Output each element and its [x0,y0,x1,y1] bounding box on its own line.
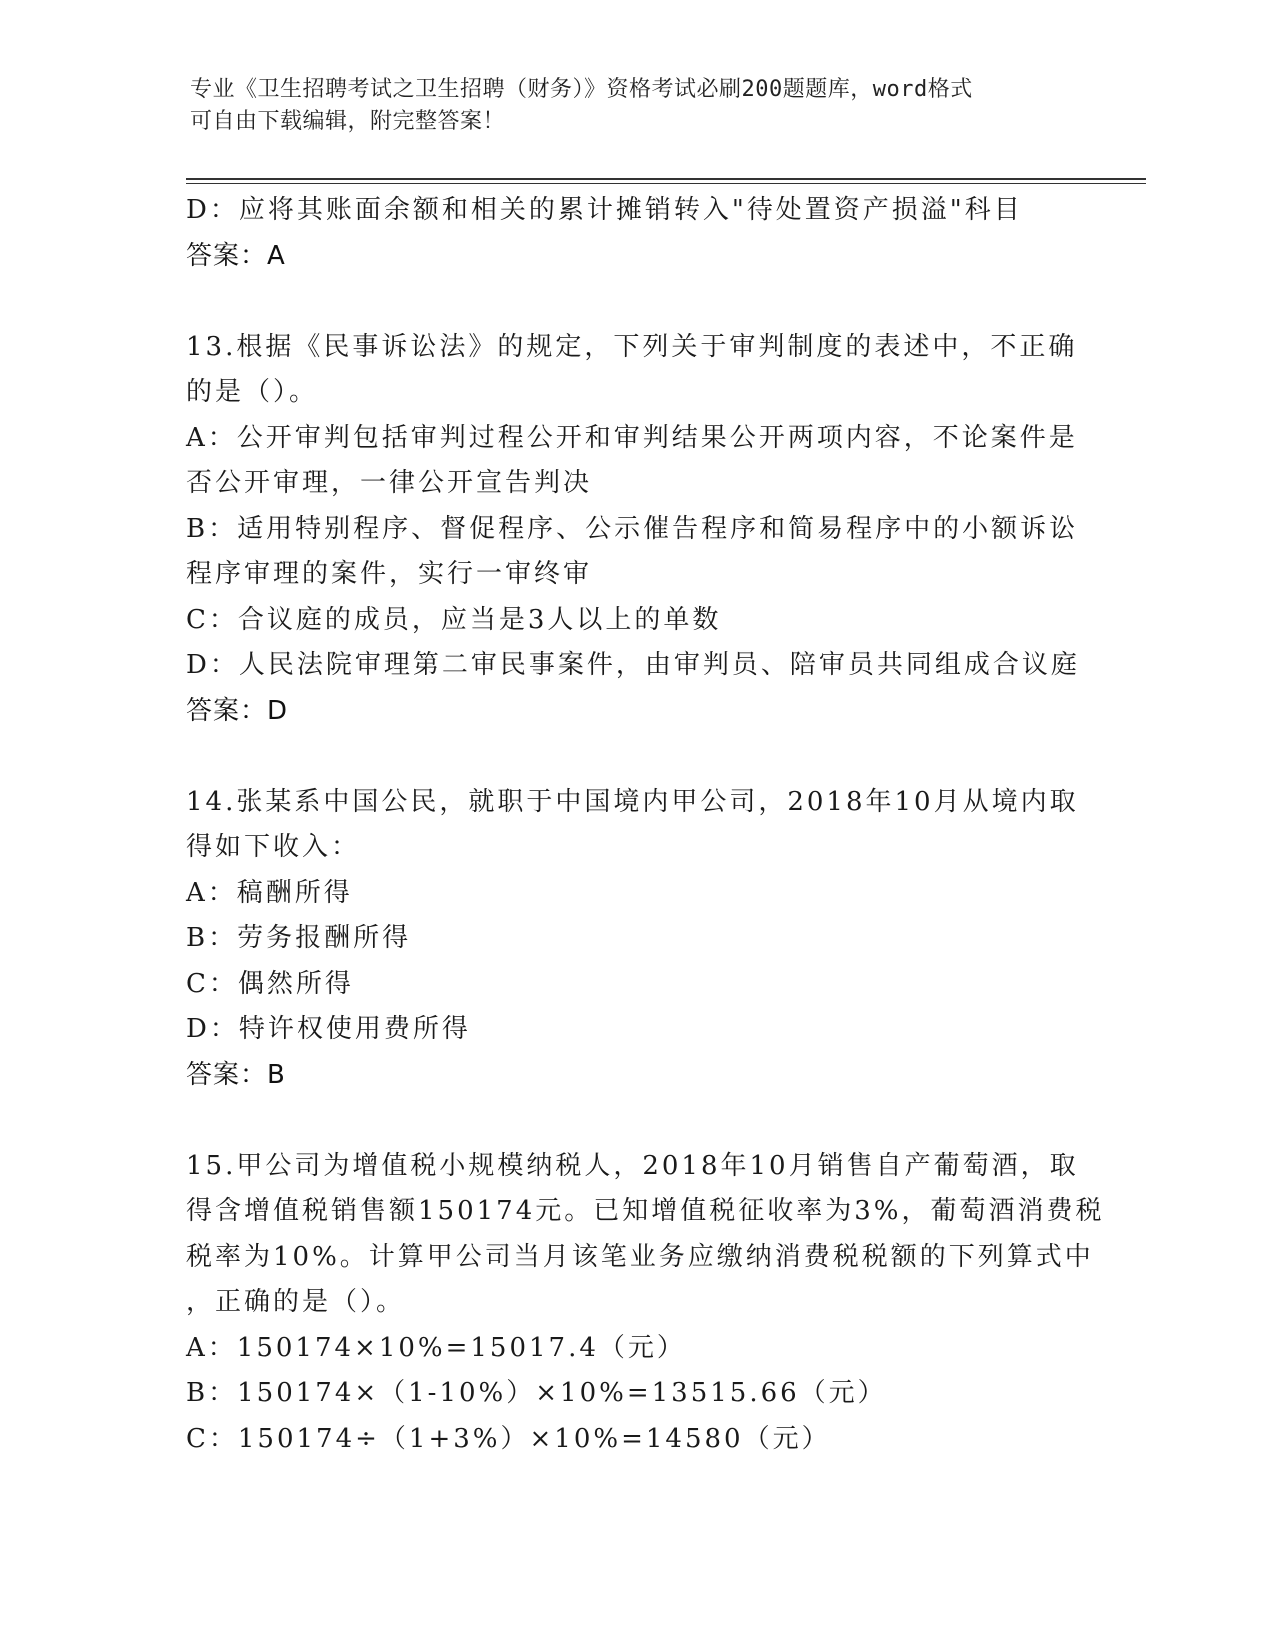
option-c: C：偶然所得 [186,968,354,999]
option-b: B：劳务报酬所得 [186,923,412,953]
question-stem: 得含增值税销售额150174元。已知增值税征收率为3%，葡萄酒消费税 [186,1196,1105,1226]
question-stem: 15.甲公司为增值税小规模纳税人，2018年10月销售自产葡萄酒，取 [186,1150,1079,1181]
option-b: B：150174×（1-10%）×10%=13515.66（元） [186,1378,887,1408]
header-rule-thin [186,183,1146,184]
spacer [186,734,1086,780]
option-d: D：人民法院审理第二审民事案件，由审判员、陪审员共同组成合议庭 [186,650,1080,680]
answer-text: 答案：D [186,695,289,726]
option-a: 否公开审理，一律公开宣告判决 [186,468,593,498]
question-12-tail [186,188,1086,279]
header-rule-thick [186,178,1146,180]
question-15 [186,1144,1105,1463]
option-a: A：稿酬所得 [186,877,353,908]
option-d: D：应将其账面余额和相关的累计摊销转入"待处置资产损溢"科目 [186,195,1023,225]
spacer [186,1098,1086,1144]
question-stem: ，正确的是（）。 [186,1287,406,1317]
question-stem: 13.根据《民事诉讼法》的规定，下列关于审判制度的表述中，不正确 [186,331,1078,362]
question-stem: 14.张某系中国公民，就职于中国境内甲公司，2018年10月从境内取 [186,786,1079,817]
header-line-2: 可自由下载编辑，附完整答案！ [190,109,506,134]
question-stem: 得如下收入： [186,832,361,862]
option-c: C：合议庭的成员，应当是3人以上的单数 [186,604,722,635]
question-stem: 的是（）。 [186,377,319,407]
option-b: 程序审理的案件，实行一审终审 [186,559,593,589]
option-c: C：150174÷（1+3%）×10%=14580（元） [186,1423,831,1454]
question-list [186,188,1105,1462]
spacer [186,279,1086,325]
option-a: A：150174×10%=15017.4（元） [186,1332,686,1363]
option-b: B：适用特别程序、督促程序、公示催告程序和简易程序中的小额诉讼 [186,513,1079,544]
document-header [190,74,1070,138]
option-d: D：特许权使用费所得 [186,1014,471,1044]
question-stem: 税率为10%。计算甲公司当月该笔业务应缴纳消费税税额的下列算式中 [186,1241,1094,1272]
question-13 [186,325,1086,735]
answer-text: 答案：A [186,240,286,271]
option-a: A：公开审判包括审判过程公开和审判结果公开两项内容，不论案件是 [186,422,1078,453]
answer-text: 答案：B [186,1059,286,1090]
question-14 [186,780,1086,1099]
header-line-1: 专业《卫生招聘考试之卫生招聘（财务）》资格考试必刷200题题库，word格式 [190,77,973,102]
